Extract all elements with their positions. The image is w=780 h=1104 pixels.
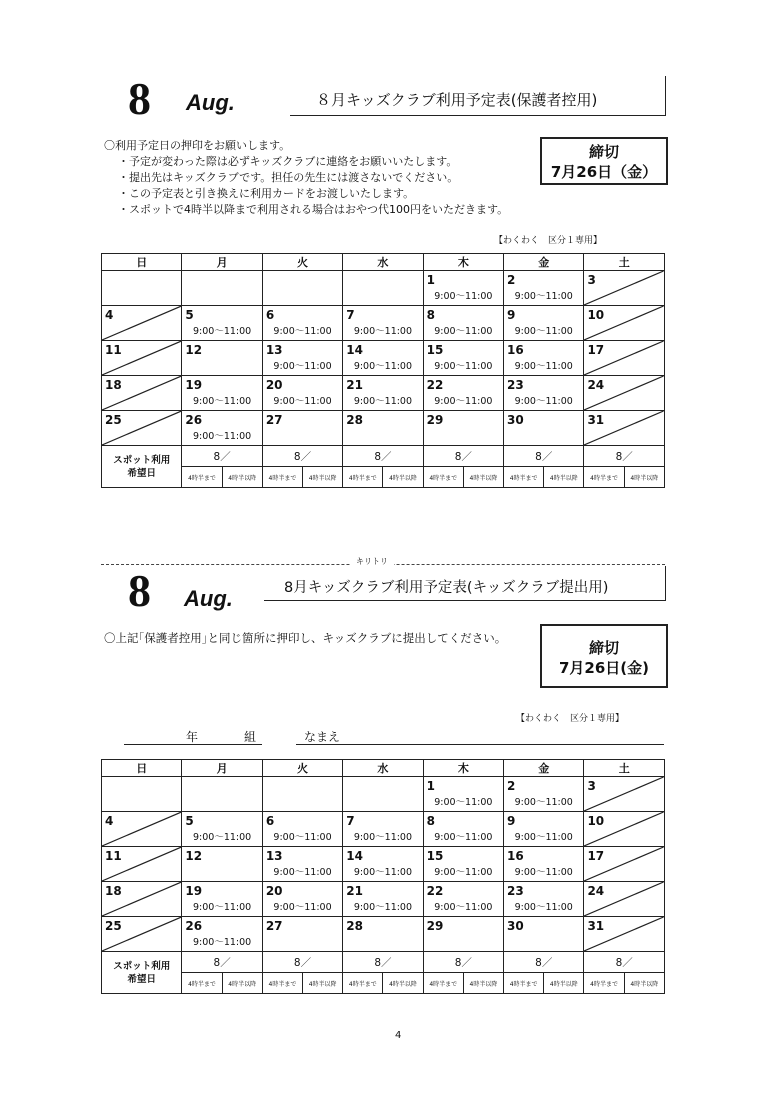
spot-before-430-checkbox[interactable]: 4時半まで bbox=[262, 973, 302, 994]
spot-date-field[interactable]: 8／ bbox=[182, 446, 262, 467]
time-slot: 9:00～11:00 bbox=[353, 902, 413, 913]
day-cell[interactable] bbox=[504, 411, 584, 446]
day-number: 29 bbox=[426, 919, 444, 933]
time-slot: 9:00～11:00 bbox=[193, 832, 252, 843]
day-cell[interactable] bbox=[182, 306, 262, 341]
time-slot: 9:00～11:00 bbox=[193, 902, 252, 913]
spot-after-430-checkbox[interactable]: 4時半以降 bbox=[463, 973, 503, 994]
time-slot: 9:00～11:00 bbox=[353, 326, 413, 337]
day-number: 9 bbox=[507, 308, 516, 322]
day-number: 1 bbox=[426, 779, 435, 793]
day-number: 27 bbox=[265, 413, 283, 427]
spot-before-430-checkbox[interactable]: 4時半まで bbox=[504, 973, 544, 994]
day-number: 17 bbox=[587, 343, 605, 357]
spot-label-line: スポット利用 bbox=[113, 960, 171, 972]
category-label: 【わくわく 区分１専用】 bbox=[494, 236, 603, 246]
note-line: ・提出先はキッズクラブです。担任の先生には渡さないでください。 bbox=[118, 171, 459, 184]
diagonal-slash bbox=[584, 341, 664, 375]
cut-line-label: キリトリ bbox=[350, 556, 394, 567]
day-cell[interactable] bbox=[262, 812, 342, 847]
spot-label bbox=[102, 446, 182, 488]
spot-after-430-checkbox[interactable]: 4時半以降 bbox=[222, 973, 262, 994]
day-cell[interactable] bbox=[584, 271, 665, 306]
day-cell[interactable] bbox=[504, 341, 584, 376]
title-bracket bbox=[665, 76, 666, 116]
day-number: 11 bbox=[105, 343, 122, 357]
empty-day-cell bbox=[182, 271, 262, 306]
calendar-table bbox=[101, 759, 665, 994]
weekday-header: 日 bbox=[102, 760, 182, 777]
spot-after-430-checkbox[interactable]: 4時半以降 bbox=[544, 467, 584, 488]
day-number: 15 bbox=[426, 849, 444, 863]
day-cell[interactable] bbox=[504, 271, 584, 306]
day-number: 12 bbox=[185, 849, 203, 863]
spot-before-430-checkbox[interactable]: 4時半まで bbox=[182, 467, 222, 488]
day-cell[interactable] bbox=[343, 376, 423, 411]
page-title: 8月キッズクラブ利用予定表(キッズクラブ提出用) bbox=[284, 580, 609, 596]
calendar-table bbox=[101, 253, 665, 488]
spot-label-line: スポット利用 bbox=[113, 454, 171, 466]
deadline-label: 締切 bbox=[588, 143, 619, 161]
day-cell[interactable] bbox=[102, 812, 182, 847]
name-underline bbox=[296, 744, 664, 745]
name-label: なまえ bbox=[304, 730, 341, 744]
grade-class-underline bbox=[124, 744, 262, 745]
week-row bbox=[102, 917, 665, 952]
note-line: 〇利用予定日の押印をお願いします。 bbox=[104, 139, 291, 152]
spot-label-line: 希望日 bbox=[127, 973, 156, 985]
day-number: 18 bbox=[105, 884, 122, 898]
day-number: 21 bbox=[346, 378, 363, 392]
day-cell[interactable] bbox=[584, 306, 665, 341]
spot-before-430-checkbox[interactable]: 4時半まで bbox=[423, 467, 463, 488]
diagonal-slash bbox=[102, 812, 181, 846]
diagonal-slash bbox=[584, 376, 664, 410]
day-number: 22 bbox=[426, 884, 444, 898]
time-slot: 9:00～11:00 bbox=[434, 326, 493, 337]
class-label: 組 bbox=[244, 730, 257, 744]
month-abbr: Aug. bbox=[186, 90, 235, 115]
week-row bbox=[102, 376, 665, 411]
day-number: 28 bbox=[346, 919, 363, 933]
weekday-header: 金 bbox=[504, 254, 584, 271]
spot-after-430-checkbox[interactable]: 4時半以降 bbox=[544, 973, 584, 994]
spot-after-430-checkbox[interactable]: 4時半以降 bbox=[222, 467, 262, 488]
day-number: 25 bbox=[105, 413, 122, 427]
day-number: 25 bbox=[105, 919, 122, 933]
day-cell[interactable] bbox=[343, 917, 423, 952]
spot-before-430-checkbox[interactable]: 4時半まで bbox=[343, 973, 383, 994]
deadline-box bbox=[540, 624, 668, 688]
day-cell[interactable] bbox=[262, 376, 342, 411]
deadline-label: 締切 bbox=[588, 639, 619, 657]
time-slot: 9:00～11:00 bbox=[434, 902, 493, 913]
empty-day-cell bbox=[262, 271, 342, 306]
spot-before-430-checkbox[interactable]: 4時半まで bbox=[423, 973, 463, 994]
spot-date-field[interactable]: 8／ bbox=[262, 446, 342, 467]
week-row bbox=[102, 411, 665, 446]
day-number: 8 bbox=[426, 308, 435, 322]
spot-option-row bbox=[102, 973, 665, 994]
day-cell[interactable] bbox=[262, 341, 342, 376]
time-slot: 9:00～11:00 bbox=[353, 832, 413, 843]
day-cell[interactable] bbox=[102, 847, 182, 882]
day-cell[interactable] bbox=[504, 882, 584, 917]
day-number: 30 bbox=[507, 919, 524, 933]
day-cell[interactable] bbox=[102, 376, 182, 411]
weekday-header: 月 bbox=[182, 254, 262, 271]
day-cell[interactable] bbox=[102, 882, 182, 917]
day-number: 7 bbox=[346, 814, 355, 828]
grade-label: 年 bbox=[186, 730, 199, 744]
day-number: 1 bbox=[426, 273, 435, 287]
day-number: 4 bbox=[105, 814, 114, 828]
diagonal-slash bbox=[584, 917, 664, 951]
note-line: ・予定が変わった際は必ずキッズクラブに連絡をお願いいたします。 bbox=[118, 155, 458, 168]
day-cell[interactable] bbox=[262, 882, 342, 917]
category-label: 【わくわく 区分１専用】 bbox=[516, 714, 625, 724]
page-title: ８月キッズクラブ利用予定表(保護者控用) bbox=[316, 91, 598, 109]
weekday-header: 金 bbox=[504, 760, 584, 777]
day-number: 9 bbox=[507, 814, 516, 828]
diagonal-slash bbox=[584, 306, 664, 340]
day-number: 26 bbox=[185, 919, 203, 933]
day-number: 13 bbox=[265, 343, 283, 357]
day-number: 4 bbox=[105, 308, 114, 322]
spot-before-430-checkbox[interactable]: 4時半まで bbox=[343, 467, 383, 488]
diagonal-slash bbox=[102, 376, 181, 410]
day-number: 2 bbox=[507, 779, 516, 793]
day-number: 19 bbox=[185, 884, 203, 898]
weekday-header: 水 bbox=[343, 254, 423, 271]
note-line: ・スポットで4時半以降まで利用される場合はおやつ代100円をいただきます。 bbox=[118, 203, 509, 216]
time-slot: 9:00～11:00 bbox=[434, 396, 493, 407]
diagonal-slash bbox=[584, 271, 664, 305]
day-number: 3 bbox=[587, 273, 596, 287]
day-number: 6 bbox=[265, 308, 275, 322]
title-underline bbox=[290, 115, 666, 116]
spot-after-430-checkbox[interactable]: 4時半以降 bbox=[463, 467, 503, 488]
diagonal-slash bbox=[102, 882, 181, 916]
empty-day-cell bbox=[343, 777, 423, 812]
day-number: 2 bbox=[507, 273, 516, 287]
diagonal-slash bbox=[102, 411, 181, 445]
time-slot: 9:00～11:00 bbox=[273, 326, 332, 337]
day-cell[interactable] bbox=[504, 812, 584, 847]
day-cell[interactable] bbox=[584, 777, 665, 812]
spot-option-row bbox=[102, 467, 665, 488]
submit-note: 〇上記｢保護者控用｣と同じ箇所に押印し、キッズクラブに提出してください。 bbox=[104, 631, 507, 645]
day-number: 17 bbox=[587, 849, 605, 863]
spot-date-field[interactable]: 8／ bbox=[423, 446, 503, 467]
day-cell[interactable] bbox=[423, 777, 503, 812]
notes bbox=[104, 138, 508, 218]
day-number: 16 bbox=[507, 343, 524, 357]
day-number: 15 bbox=[426, 343, 444, 357]
day-cell[interactable] bbox=[504, 306, 584, 341]
day-number: 31 bbox=[587, 919, 605, 933]
day-cell[interactable] bbox=[584, 812, 665, 847]
diagonal-slash bbox=[102, 917, 181, 951]
weekday-header: 土 bbox=[584, 254, 665, 271]
empty-day-cell bbox=[182, 777, 262, 812]
time-slot: 9:00～11:00 bbox=[273, 867, 332, 878]
empty-day-cell bbox=[102, 271, 182, 306]
day-number: 24 bbox=[587, 884, 605, 898]
time-slot: 9:00～11:00 bbox=[434, 361, 493, 372]
diagonal-slash bbox=[102, 341, 181, 375]
day-number: 14 bbox=[346, 849, 363, 863]
time-slot: 9:00～11:00 bbox=[514, 396, 573, 407]
weekday-header: 木 bbox=[423, 760, 503, 777]
day-cell[interactable] bbox=[262, 847, 342, 882]
day-cell[interactable] bbox=[584, 882, 665, 917]
time-slot: 9:00～11:00 bbox=[514, 361, 573, 372]
time-slot: 9:00～11:00 bbox=[273, 832, 332, 843]
month-abbr: Aug. bbox=[184, 586, 233, 611]
day-cell[interactable] bbox=[584, 341, 665, 376]
day-cell[interactable] bbox=[343, 341, 423, 376]
day-cell[interactable] bbox=[182, 882, 262, 917]
day-cell[interactable] bbox=[423, 917, 503, 952]
day-cell[interactable] bbox=[584, 411, 665, 446]
title-bracket bbox=[665, 566, 666, 601]
day-cell[interactable] bbox=[504, 847, 584, 882]
day-cell[interactable] bbox=[102, 917, 182, 952]
spot-label bbox=[102, 952, 182, 994]
day-cell[interactable] bbox=[262, 306, 342, 341]
weekday-header: 火 bbox=[262, 760, 342, 777]
day-cell[interactable] bbox=[343, 812, 423, 847]
day-number: 19 bbox=[185, 378, 203, 392]
deadline-box bbox=[540, 137, 668, 185]
day-cell[interactable] bbox=[504, 376, 584, 411]
spot-before-430-checkbox[interactable]: 4時半まで bbox=[584, 467, 624, 488]
spot-date-field[interactable]: 8／ bbox=[343, 952, 423, 973]
spot-date-field[interactable]: 8／ bbox=[504, 446, 584, 467]
day-number: 24 bbox=[587, 378, 605, 392]
week-row bbox=[102, 812, 665, 847]
empty-day-cell bbox=[343, 271, 423, 306]
month-number: 8 bbox=[128, 73, 151, 124]
diagonal-slash bbox=[584, 777, 664, 811]
day-number: 8 bbox=[426, 814, 435, 828]
day-number: 5 bbox=[185, 308, 194, 322]
time-slot: 9:00～11:00 bbox=[514, 832, 573, 843]
day-number: 23 bbox=[507, 884, 524, 898]
weekday-header-row bbox=[102, 254, 665, 271]
day-cell[interactable] bbox=[423, 882, 503, 917]
day-cell[interactable] bbox=[423, 376, 503, 411]
day-cell[interactable] bbox=[343, 882, 423, 917]
spot-before-430-checkbox[interactable]: 4時半まで bbox=[182, 973, 222, 994]
day-number: 22 bbox=[426, 378, 444, 392]
time-slot: 9:00～11:00 bbox=[273, 361, 332, 372]
week-row bbox=[102, 777, 665, 812]
day-cell[interactable] bbox=[584, 847, 665, 882]
time-slot: 9:00～11:00 bbox=[353, 867, 413, 878]
diagonal-slash bbox=[584, 882, 664, 916]
deadline-date: 7月26日（金） bbox=[550, 163, 658, 181]
day-cell[interactable] bbox=[102, 306, 182, 341]
day-cell[interactable] bbox=[182, 917, 262, 952]
spot-date-field[interactable]: 8／ bbox=[504, 952, 584, 973]
day-number: 21 bbox=[346, 884, 363, 898]
day-number: 18 bbox=[105, 378, 122, 392]
weekday-header: 日 bbox=[102, 254, 182, 271]
week-row bbox=[102, 882, 665, 917]
note-line: ・この予定表と引き換えに利用カードをお渡しいたします。 bbox=[118, 187, 415, 200]
day-number: 14 bbox=[346, 343, 363, 357]
diagonal-slash bbox=[102, 306, 181, 340]
weekday-header: 土 bbox=[584, 760, 665, 777]
day-cell[interactable] bbox=[504, 917, 584, 952]
spot-date-field[interactable]: 8／ bbox=[182, 952, 262, 973]
day-cell[interactable] bbox=[182, 376, 262, 411]
day-cell[interactable] bbox=[584, 376, 665, 411]
day-number: 20 bbox=[265, 884, 283, 898]
day-number: 29 bbox=[426, 413, 444, 427]
empty-day-cell bbox=[102, 777, 182, 812]
title-underline bbox=[264, 600, 666, 601]
time-slot: 9:00～11:00 bbox=[434, 832, 493, 843]
time-slot: 9:00～11:00 bbox=[514, 797, 573, 808]
day-number: 27 bbox=[265, 919, 283, 933]
day-number: 20 bbox=[265, 378, 283, 392]
day-cell[interactable] bbox=[343, 411, 423, 446]
spot-label-line: 希望日 bbox=[127, 467, 156, 479]
spot-after-430-checkbox[interactable]: 4時半以降 bbox=[624, 467, 664, 488]
day-number: 5 bbox=[185, 814, 194, 828]
time-slot: 9:00～11:00 bbox=[434, 797, 493, 808]
week-row bbox=[102, 306, 665, 341]
day-number: 28 bbox=[346, 413, 363, 427]
day-cell[interactable] bbox=[262, 917, 342, 952]
time-slot: 9:00～11:00 bbox=[353, 396, 413, 407]
spot-date-field[interactable]: 8／ bbox=[262, 952, 342, 973]
time-slot: 9:00～11:00 bbox=[514, 867, 573, 878]
spot-date-field[interactable]: 8／ bbox=[584, 952, 665, 973]
day-number: 13 bbox=[265, 849, 283, 863]
time-slot: 9:00～11:00 bbox=[514, 902, 573, 913]
time-slot: 9:00～11:00 bbox=[193, 326, 252, 337]
time-slot: 9:00～11:00 bbox=[514, 291, 573, 302]
week-row bbox=[102, 341, 665, 376]
day-cell[interactable] bbox=[423, 812, 503, 847]
day-cell[interactable] bbox=[262, 411, 342, 446]
day-cell[interactable] bbox=[182, 411, 262, 446]
day-cell[interactable] bbox=[102, 341, 182, 376]
week-row bbox=[102, 847, 665, 882]
spot-date-field[interactable]: 8／ bbox=[423, 952, 503, 973]
day-number: 31 bbox=[587, 413, 605, 427]
day-number: 11 bbox=[105, 849, 122, 863]
spot-after-430-checkbox[interactable]: 4時半以降 bbox=[303, 973, 343, 994]
diagonal-slash bbox=[584, 812, 664, 846]
day-number: 12 bbox=[185, 343, 203, 357]
spot-after-430-checkbox[interactable]: 4時半以降 bbox=[303, 467, 343, 488]
day-cell[interactable] bbox=[182, 341, 262, 376]
weekday-header: 木 bbox=[423, 254, 503, 271]
day-number: 30 bbox=[507, 413, 524, 427]
day-number: 10 bbox=[587, 308, 605, 322]
weekday-header: 月 bbox=[182, 760, 262, 777]
day-cell[interactable] bbox=[343, 306, 423, 341]
empty-day-cell bbox=[262, 777, 342, 812]
spot-date-field[interactable]: 8／ bbox=[343, 446, 423, 467]
spot-after-430-checkbox[interactable]: 4時半以降 bbox=[383, 467, 423, 488]
weekday-header: 水 bbox=[343, 760, 423, 777]
time-slot: 9:00～11:00 bbox=[514, 326, 573, 337]
page-number: 4 bbox=[395, 1030, 402, 1041]
day-cell[interactable] bbox=[343, 847, 423, 882]
day-cell[interactable] bbox=[102, 411, 182, 446]
day-number: 10 bbox=[587, 814, 605, 828]
day-cell[interactable] bbox=[182, 812, 262, 847]
day-cell[interactable] bbox=[504, 777, 584, 812]
day-cell[interactable] bbox=[182, 847, 262, 882]
month-number: 8 bbox=[128, 565, 151, 616]
spot-before-430-checkbox[interactable]: 4時半まで bbox=[262, 467, 302, 488]
day-cell[interactable] bbox=[423, 306, 503, 341]
deadline-date: 7月26日(金) bbox=[558, 659, 650, 677]
spot-date-row bbox=[102, 446, 665, 467]
time-slot: 9:00～11:00 bbox=[273, 902, 332, 913]
weekday-header: 火 bbox=[262, 254, 342, 271]
spot-date-row bbox=[102, 952, 665, 973]
spot-before-430-checkbox[interactable]: 4時半まで bbox=[504, 467, 544, 488]
day-number: 23 bbox=[507, 378, 524, 392]
diagonal-slash bbox=[102, 847, 181, 881]
day-number: 26 bbox=[185, 413, 203, 427]
diagonal-slash bbox=[584, 847, 664, 881]
time-slot: 9:00～11:00 bbox=[353, 361, 413, 372]
spot-before-430-checkbox[interactable]: 4時半まで bbox=[584, 973, 624, 994]
weekday-header-row bbox=[102, 760, 665, 777]
spot-after-430-checkbox[interactable]: 4時半以降 bbox=[624, 973, 664, 994]
day-number: 7 bbox=[346, 308, 355, 322]
diagonal-slash bbox=[584, 411, 664, 445]
day-cell[interactable] bbox=[423, 341, 503, 376]
time-slot: 9:00～11:00 bbox=[193, 937, 252, 948]
day-cell[interactable] bbox=[584, 917, 665, 952]
day-cell[interactable] bbox=[423, 271, 503, 306]
day-cell[interactable] bbox=[423, 847, 503, 882]
spot-after-430-checkbox[interactable]: 4時半以降 bbox=[383, 973, 423, 994]
week-row bbox=[102, 271, 665, 306]
time-slot: 9:00～11:00 bbox=[193, 431, 252, 442]
time-slot: 9:00～11:00 bbox=[434, 291, 493, 302]
day-number: 16 bbox=[507, 849, 524, 863]
day-number: 6 bbox=[265, 814, 275, 828]
spot-date-field[interactable]: 8／ bbox=[584, 446, 665, 467]
time-slot: 9:00～11:00 bbox=[273, 396, 332, 407]
day-cell[interactable] bbox=[423, 411, 503, 446]
time-slot: 9:00～11:00 bbox=[193, 396, 252, 407]
time-slot: 9:00～11:00 bbox=[434, 867, 493, 878]
day-number: 3 bbox=[587, 779, 596, 793]
